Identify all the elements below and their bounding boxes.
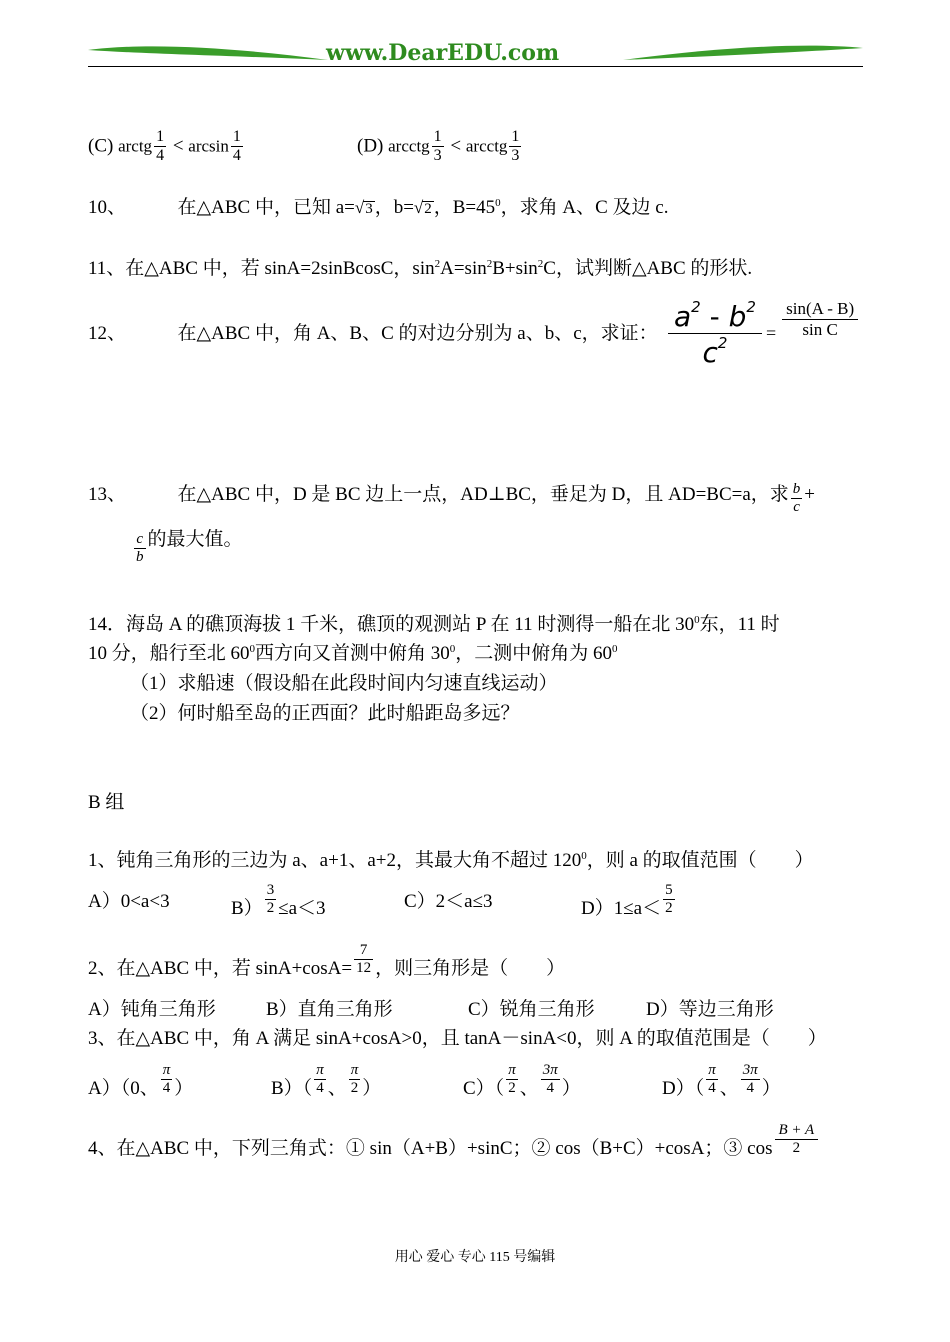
sqrt-icon: √ bbox=[413, 198, 424, 217]
b1-option-c: C）2＜a≤3 bbox=[404, 891, 493, 912]
option-d-frac2: $\frac{1}{3}$ bbox=[511, 128, 520, 165]
q11-text1: 11、在△ABC 中，若 sinA=2sinBcosC，sin bbox=[88, 258, 435, 279]
q13-plus: + bbox=[804, 484, 816, 506]
b3-option-c: C）（ $\frac{\pi}{2}$ 、 $\frac{3\pi}{4}$ ） bbox=[463, 1062, 581, 1100]
b4-frac: $\frac{B + A}{2}$ bbox=[775, 1122, 819, 1158]
option-d-label: (D) bbox=[357, 135, 384, 157]
q10-text3: ，B=45 bbox=[433, 197, 496, 218]
question-14-line1 bbox=[88, 615, 780, 634]
q12-rhs-frac: $\frac{\sin(A - B)}{\text{sin C}}$ bbox=[782, 299, 858, 339]
q10-text2: ，b= bbox=[374, 197, 414, 218]
option-c-frac2: $\frac{1}{4}$ bbox=[232, 128, 241, 165]
q12-number: 12、 bbox=[88, 323, 127, 344]
option-d-op: < bbox=[450, 135, 462, 157]
option-d-frac1: $\frac{1}{3}$ bbox=[433, 128, 442, 165]
option-c-op: < bbox=[172, 135, 184, 157]
option-d-func2: arcctg bbox=[465, 136, 508, 156]
q11-sup3: 2 bbox=[537, 258, 544, 270]
option-c-label: (C) bbox=[88, 135, 114, 157]
q12-text: 在△ABC 中，角 A、B、C 的对边分别为 a、b、c，求证： bbox=[177, 323, 658, 344]
q14-text4: 西方向又首测中俯角 30 bbox=[255, 643, 450, 664]
question-14-sub2: （2）何时船至岛的正西面？此时船距岛多远？ bbox=[130, 703, 520, 724]
option-c-func1: arctg bbox=[118, 136, 153, 156]
b3-stem: 3、在△ABC 中，角 A 满足 sinA+cosA>0，且 tanA－sinA<0，则 A 的取值范围是（ ） bbox=[88, 1028, 827, 1049]
page-footer: 用心 爱心 专心 115 号编辑 bbox=[394, 1250, 556, 1265]
b1-option-d: D）1≤a＜ $\frac{5}{2}$ bbox=[581, 882, 673, 920]
question-14-sub1: （1）求船速（假设船在此段时间内匀速直线运动） bbox=[130, 673, 558, 694]
b1-option-a: A）0<a<3 bbox=[88, 891, 170, 912]
option-c-frac1: $\frac{1}{4}$ bbox=[156, 128, 165, 165]
banner-swoosh-right bbox=[623, 42, 863, 64]
q14-text5: ，二测中俯角为 60 bbox=[455, 643, 613, 664]
b2-stem-text1: 2、在△ABC 中，若 sinA+cosA= bbox=[88, 958, 353, 980]
header-banner bbox=[88, 40, 863, 72]
option-c-func2: arcsin bbox=[188, 136, 229, 156]
q14-sup: 0 bbox=[694, 614, 700, 626]
question-13 bbox=[88, 478, 815, 514]
q11-text3: B+sin bbox=[492, 258, 538, 279]
banner-swoosh-left bbox=[88, 42, 328, 64]
q10-text4: ，求角 A、C 及边 c. bbox=[500, 197, 669, 218]
q10-text1: 在△ABC 中，已知 a= bbox=[177, 197, 355, 218]
b2-option-c: C）锐角三角形 bbox=[468, 999, 595, 1020]
b2-stem bbox=[88, 942, 565, 978]
q14-text3: 10 分，船行至北 60 bbox=[88, 643, 250, 664]
b1-stem-text1: 1、钝角三角形的三边为 a、a+1、a+2，其最大角不超过 120 bbox=[88, 850, 582, 871]
b3-option-d: D）（ $\frac{\pi}{4}$ 、 $\frac{3\pi}{4}$ ） bbox=[662, 1062, 781, 1100]
question-13-cont bbox=[132, 531, 243, 567]
q13-text: 在△ABC 中，D 是 BC 边上一点，AD⊥BC，垂足为 D，且 AD=BC=a，求 bbox=[177, 484, 789, 506]
b4-stem bbox=[88, 1122, 820, 1158]
q14-sup3: 0 bbox=[449, 643, 456, 655]
b3-option-a: A）（0、 $\frac{\pi}{4}$ ） bbox=[88, 1062, 194, 1100]
q14-text1: 14．海岛 A 的礁顶海拔 1 千米，礁顶的观测站 P 在 11 时测得一船在北 30 bbox=[88, 614, 695, 635]
b1-stem-text2: ，则 a 的取值范围（ ） bbox=[586, 850, 814, 871]
b4-stem-text: 4、在△ABC 中，下列三角式：① sin（A+B）+sinC；② cos（B+C）+cosA；③ cos bbox=[88, 1138, 773, 1160]
question-12 bbox=[88, 324, 658, 343]
q14-text2: 东，11 时 bbox=[699, 614, 780, 635]
q11-sup1: 2 bbox=[434, 258, 441, 270]
q14-sup4: 0 bbox=[612, 643, 618, 655]
q11-text4: C，试判断△ABC 的形状. bbox=[543, 258, 753, 279]
q10-sup: 0 bbox=[495, 197, 501, 209]
b2-stem-text2: ，则三角形是（ ） bbox=[375, 958, 566, 980]
sqrt-icon: √ bbox=[354, 198, 365, 217]
b2-option-a: A）钝角三角形 bbox=[88, 999, 216, 1020]
b1-option-b: B） $\frac{3}{2}$ ≤a＜3 bbox=[231, 882, 326, 920]
q13-frac2: $\frac{c}{b}$ bbox=[136, 531, 144, 566]
q11-sup2: 2 bbox=[486, 258, 493, 270]
options-cd-line bbox=[88, 128, 245, 166]
b1-stem bbox=[88, 851, 814, 870]
b2-frac: $\frac{7}{12}$ bbox=[356, 942, 372, 977]
option-d-line bbox=[357, 128, 523, 166]
b2-option-b: B）直角三角形 bbox=[266, 999, 393, 1020]
question-11 bbox=[88, 259, 752, 278]
q12-formula bbox=[668, 298, 860, 369]
q14-sup2: 0 bbox=[249, 643, 256, 655]
q10-number: 10、 bbox=[88, 197, 127, 218]
question-14-line2 bbox=[88, 644, 618, 663]
q10-root2: 2 bbox=[424, 201, 432, 217]
q13-number: 13、 bbox=[88, 484, 127, 506]
b3-option-b: B）（ $\frac{\pi}{4}$ 、 $\frac{\pi}{2}$ ） bbox=[271, 1062, 382, 1100]
header-rule bbox=[88, 66, 863, 67]
question-10 bbox=[88, 198, 668, 217]
q10-root1: 3 bbox=[365, 201, 373, 217]
q11-text2: A=sin bbox=[440, 258, 487, 279]
q12-equals: = bbox=[765, 323, 777, 343]
site-name: www.DearEDU.com bbox=[326, 40, 560, 66]
option-d-func1: arcctg bbox=[388, 136, 430, 156]
b1-sup: 0 bbox=[581, 850, 587, 862]
q12-lhs-frac: $\frac{a^2 - b^2}{c^2}$ bbox=[668, 298, 762, 369]
group-b-title: B 组 bbox=[88, 792, 125, 813]
b2-option-d: D）等边三角形 bbox=[646, 999, 774, 1020]
q13-tail: 的最大值。 bbox=[147, 529, 243, 551]
q13-frac1: $\frac{b}{c}$ bbox=[792, 481, 801, 516]
